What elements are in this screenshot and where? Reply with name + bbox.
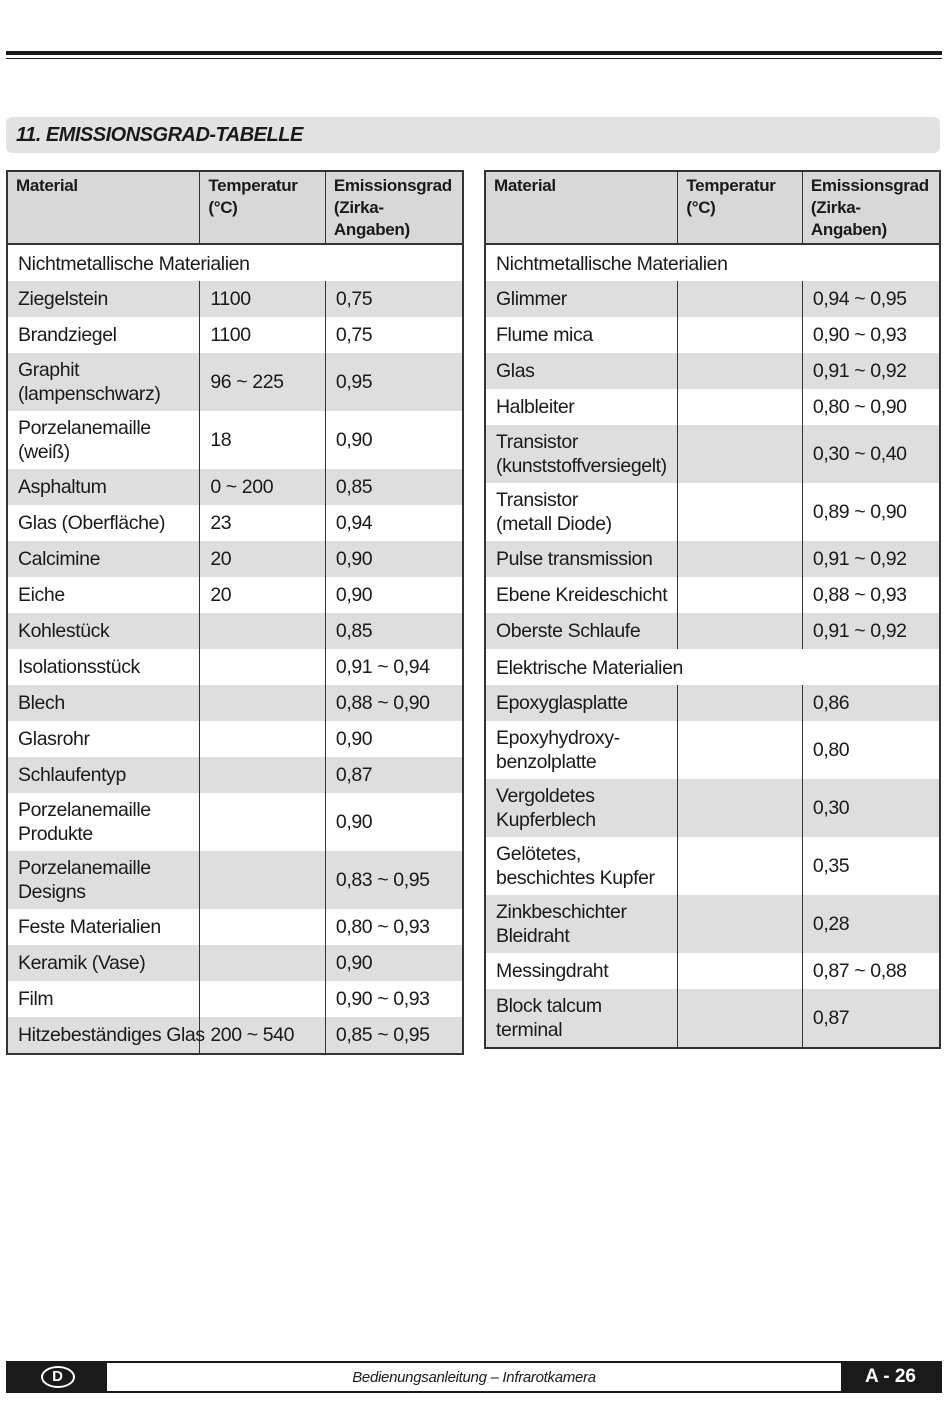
emissivity-cell: 0,35 <box>812 855 850 877</box>
header-temperature: Temperatur (°C) <box>678 171 803 244</box>
material-cell: Transistor (kunststoffversiegelt) <box>485 425 678 483</box>
material-cell: Messingdraht <box>485 953 678 989</box>
temperature-cell <box>678 721 803 779</box>
table-row <box>485 613 940 649</box>
table-row <box>485 281 940 317</box>
table-row <box>7 793 463 851</box>
emissivity-cell: 0,95 <box>325 353 463 411</box>
emissivity-cell: 0,87 <box>802 989 940 1048</box>
material-cell: Asphaltum <box>7 469 200 505</box>
emissivity-cell: 0,90 <box>335 811 373 833</box>
temperature-cell <box>200 685 326 721</box>
table-row <box>485 389 940 425</box>
table-row <box>485 353 940 389</box>
table-row <box>485 895 940 953</box>
table-row <box>7 945 463 981</box>
table-row <box>7 757 463 793</box>
table-row <box>485 577 940 613</box>
material-cell: Keramik (Vase) <box>7 945 200 981</box>
material-cell: Block talcum terminal <box>485 989 678 1048</box>
material-cell: Pulse transmission <box>485 541 678 577</box>
table-row <box>7 411 463 469</box>
table-row <box>7 981 463 1017</box>
emissivity-cell: 0,90 ~ 0,93 <box>812 324 907 346</box>
document-title: Bedienungsanleitung – Infrarotkamera <box>352 1368 596 1386</box>
temperature-cell <box>678 577 803 613</box>
emissivity-cell: 0,85 <box>325 613 463 649</box>
top-rule-thin <box>6 58 942 59</box>
table-row <box>485 837 940 895</box>
material-cell: Porzelanemaille Designs <box>7 851 200 909</box>
table-header-row <box>7 171 463 244</box>
material-cell: Calcimine <box>7 541 200 577</box>
material-cell: Schlaufentyp <box>7 757 200 793</box>
emissivity-cell: 0,90 <box>335 584 373 606</box>
table-row <box>7 281 463 317</box>
material-cell: Zinkbeschichter Bleidraht <box>485 895 678 953</box>
header-material: Material <box>485 171 678 244</box>
temperature-cell <box>678 613 803 649</box>
temperature-cell <box>678 685 803 721</box>
table-row <box>7 505 463 541</box>
emissivity-cell: 0,91 ~ 0,92 <box>802 353 940 389</box>
material-cell: Glasrohr <box>7 721 200 757</box>
emissivity-table-left <box>6 170 464 1055</box>
emissivity-cell: 0,75 <box>335 324 373 346</box>
temperature-cell <box>678 281 803 317</box>
material-cell: Glimmer <box>485 281 678 317</box>
material-cell: Flume mica <box>485 317 678 353</box>
temperature-cell <box>200 721 326 757</box>
page-number: A - 26 <box>841 1363 940 1391</box>
temperature-cell <box>678 483 803 541</box>
emissivity-cell: 0,83 ~ 0,95 <box>325 851 463 909</box>
emissivity-cell: 0,90 <box>325 945 463 981</box>
temperature-cell <box>678 895 803 953</box>
temperature-cell <box>200 851 326 909</box>
emissivity-cell: 0,91 ~ 0,92 <box>802 613 940 649</box>
material-cell: Film <box>7 981 200 1017</box>
emissivity-cell: 0,75 <box>325 281 463 317</box>
header-temperature: Temperatur (°C) <box>200 171 326 244</box>
material-cell: Kohlestück <box>7 613 200 649</box>
emissivity-cell: 0,85 ~ 0,95 <box>325 1017 463 1054</box>
emissivity-cell: 0,86 <box>802 685 940 721</box>
table-row <box>485 317 940 353</box>
table-row <box>485 425 940 483</box>
temperature-cell <box>678 989 803 1048</box>
emissivity-cell: 0,91 ~ 0,92 <box>802 541 940 577</box>
emissivity-cell: 0,94 <box>335 512 373 534</box>
table-row <box>485 953 940 989</box>
table-row <box>7 613 463 649</box>
material-cell: Porzelanemaille (weiß) <box>7 411 200 469</box>
temperature-cell <box>678 353 803 389</box>
temperature-cell: 1100 <box>200 317 326 353</box>
emissivity-cell: 0,28 <box>802 895 940 953</box>
page-footer <box>6 1361 942 1393</box>
temperature-cell <box>200 757 326 793</box>
header-emissivity: Emissionsgrad (Zirka-Angaben) <box>325 171 463 244</box>
language-badge-box <box>8 1363 107 1391</box>
emissivity-cell: 0,89 ~ 0,90 <box>812 501 907 523</box>
emissivity-cell: 0,94 ~ 0,95 <box>802 281 940 317</box>
table-row <box>7 317 463 353</box>
emissivity-cell: 0,90 <box>325 541 463 577</box>
group-label: Nichtmetallische Materialien <box>485 244 940 281</box>
temperature-cell: 200 ~ 540 <box>200 1017 326 1054</box>
emissivity-cell: 0,87 <box>325 757 463 793</box>
table-row <box>7 1017 463 1054</box>
table-row <box>485 779 940 837</box>
table-row <box>7 649 463 685</box>
temperature-cell <box>200 649 326 685</box>
temperature-cell: 18 <box>200 411 326 469</box>
table-row <box>7 909 463 945</box>
emissivity-cell: 0,87 ~ 0,88 <box>812 960 907 982</box>
top-rule-thick <box>6 51 942 55</box>
temperature-cell <box>678 953 803 989</box>
temperature-cell <box>200 945 326 981</box>
material-cell: Transistor (metall Diode) <box>485 483 678 541</box>
material-cell: Glas <box>485 353 678 389</box>
group-header-row <box>485 244 940 281</box>
material-cell: Glas (Oberfläche) <box>7 505 200 541</box>
table-row <box>7 685 463 721</box>
material-cell: Feste Materialien <box>7 909 200 945</box>
group-label: Nichtmetallische Materialien <box>7 244 463 281</box>
table-row <box>7 721 463 757</box>
language-badge: D <box>41 1366 75 1388</box>
temperature-cell: 20 <box>200 577 326 613</box>
table-row <box>7 541 463 577</box>
material-cell: Halbleiter <box>485 389 678 425</box>
temperature-cell: 96 ~ 225 <box>200 353 326 411</box>
header-material: Material <box>7 171 200 244</box>
temperature-cell: 23 <box>200 505 326 541</box>
table-row <box>485 721 940 779</box>
header-emissivity: Emissionsgrad (Zirka-Angaben) <box>802 171 940 244</box>
material-cell: Isolationsstück <box>7 649 200 685</box>
temperature-cell <box>678 389 803 425</box>
emissivity-cell: 0,80 ~ 0,93 <box>335 916 430 938</box>
emissivity-table-right <box>484 170 941 1049</box>
emissivity-cell: 0,91 ~ 0,94 <box>335 656 430 678</box>
emissivity-cell: 0,88 ~ 0,93 <box>812 584 907 606</box>
material-cell: Brandziegel <box>7 317 200 353</box>
emissivity-cell: 0,90 ~ 0,93 <box>335 988 430 1010</box>
temperature-cell <box>200 981 326 1017</box>
group-label: Elektrische Materialien <box>485 649 940 685</box>
temperature-cell <box>678 317 803 353</box>
material-cell: Eiche <box>7 577 200 613</box>
section-title: 11. EMISSIONSGRAD-TABELLE <box>16 123 303 146</box>
group-header-row <box>485 649 940 685</box>
material-cell: Epoxyhydroxy- benzolplatte <box>485 721 678 779</box>
table-row <box>485 989 940 1048</box>
emissivity-cell: 0,90 <box>335 728 373 750</box>
emissivity-cell: 0,30 <box>802 779 940 837</box>
emissivity-cell: 0,85 <box>325 469 463 505</box>
material-cell: Gelötetes, beschichtes Kupfer <box>485 837 678 895</box>
temperature-cell <box>200 793 326 851</box>
material-cell: Graphit (lampenschwarz) <box>7 353 200 411</box>
emissivity-cell: 0,80 ~ 0,90 <box>812 396 907 418</box>
table-row <box>7 353 463 411</box>
temperature-cell: 1100 <box>200 281 326 317</box>
material-cell: Porzelanemaille Produkte <box>7 793 200 851</box>
table-row <box>485 685 940 721</box>
table-row <box>485 541 940 577</box>
emissivity-cell: 0,80 <box>812 739 850 761</box>
group-header-row <box>7 244 463 281</box>
table-row <box>7 577 463 613</box>
temperature-cell <box>200 909 326 945</box>
temperature-cell <box>200 613 326 649</box>
material-cell: Epoxyglasplatte <box>485 685 678 721</box>
section-header <box>6 117 940 153</box>
material-cell: Oberste Schlaufe <box>485 613 678 649</box>
material-cell: Vergoldetes Kupferblech <box>485 779 678 837</box>
material-cell: Ebene Kreideschicht <box>485 577 678 613</box>
table-row <box>7 851 463 909</box>
table-row <box>485 483 940 541</box>
material-cell: Ziegelstein <box>7 281 200 317</box>
temperature-cell <box>678 837 803 895</box>
emissivity-cell: 0,88 ~ 0,90 <box>325 685 463 721</box>
material-cell: Blech <box>7 685 200 721</box>
table-header-row <box>485 171 940 244</box>
table-row <box>7 469 463 505</box>
emissivity-cell: 0,90 <box>335 429 373 451</box>
temperature-cell: 0 ~ 200 <box>200 469 326 505</box>
temperature-cell: 20 <box>200 541 326 577</box>
temperature-cell <box>678 425 803 483</box>
emissivity-cell: 0,30 ~ 0,40 <box>802 425 940 483</box>
temperature-cell <box>678 779 803 837</box>
material-cell: Hitzebeständiges Glas <box>7 1017 200 1054</box>
temperature-cell <box>678 541 803 577</box>
